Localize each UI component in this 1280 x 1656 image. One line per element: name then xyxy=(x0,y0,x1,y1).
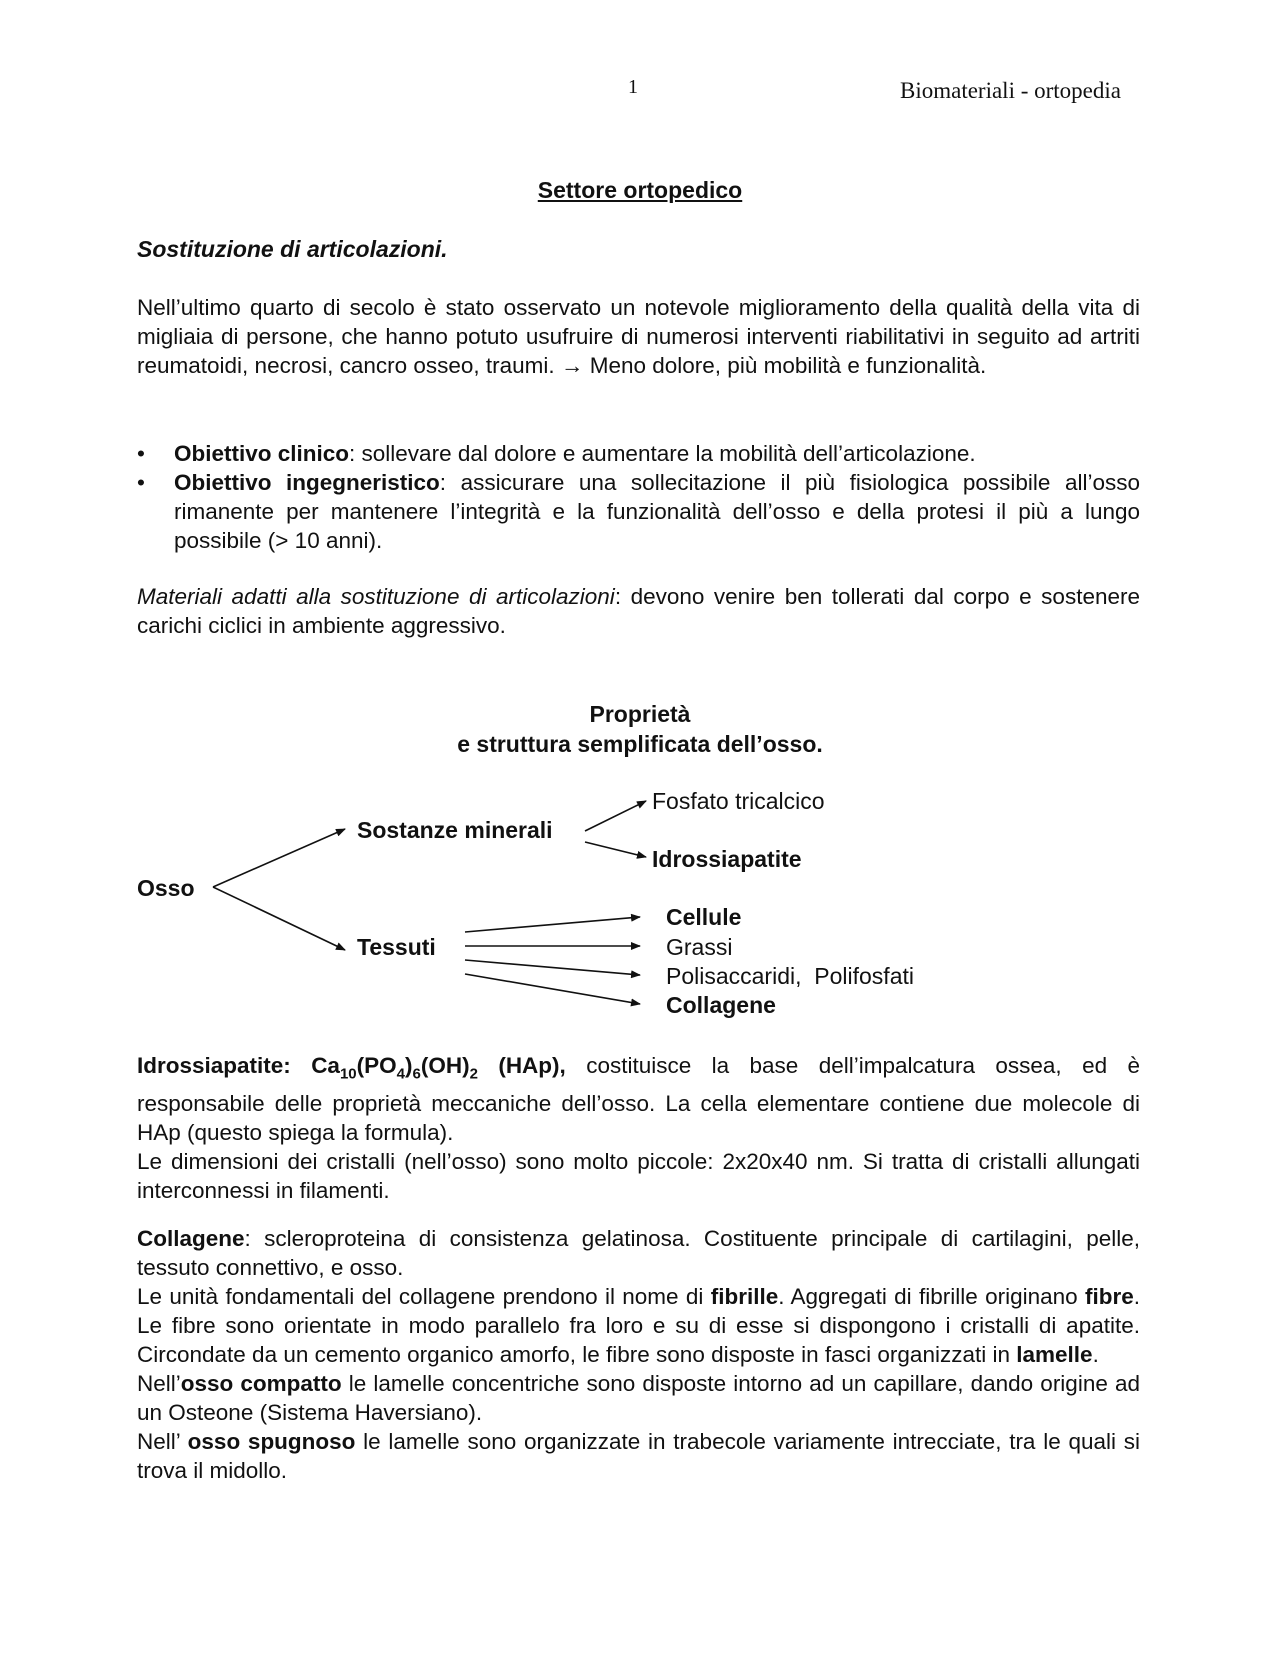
diagram-node-tessuti: Tessuti xyxy=(357,934,436,960)
bullet-text: : assicurare una sollecitazione il più fisiologica possibile all’osso rimanente per mantenere l’integrità e la funzionalità dell’osso e della protesi il più a lungo possibile (> 10 anni). xyxy=(174,470,1140,553)
collagen-paragraph: Collagene: scleroproteina di consistenza gelatinosa. Costituente principale di cartilagini, pelle, tessuto connettivo, e osso. Le unità fondamentali del collagene prendono il nome di fibrille. Aggregati di fibrille originano fibre. Le fibre sono orientate in modo parallelo fra loro e su di esse si dispongono i cristalli di apatite. Circondate da un cemento organico amorfo, le fibre sono disposte in fasci organizzati in lamelle. Nell’osso compatto le lamelle concentriche sono disposte intorno ad un capillare, dando origine ad un Osteone (Sistema Haversiano). Nell’ osso spugnoso le lamelle sono organizzate in trabecole variamente intrecciate, tra le quali si trova il midollo. xyxy=(137,1226,1140,1483)
collagen-term: Collagene xyxy=(137,1226,245,1251)
hap-label: Idrossiapatite: xyxy=(137,1053,291,1078)
materials-term: Materiali adatti alla sostituzione di articolazioni xyxy=(137,584,615,609)
arrow-tessuti-cellule xyxy=(465,917,640,932)
diagram-title-line1: Proprietà xyxy=(589,701,691,727)
bullet-text: : sollevare dal dolore e aumentare la mobilità dell’articolazione. xyxy=(349,441,976,466)
arrow-minerali-idrossiapatite xyxy=(585,842,646,857)
arrow-minerali-fosfato xyxy=(585,801,646,831)
hap-text: costituisce la base dell’impalcatura ossea, ed è responsabile delle proprietà meccaniche dell’osso. La cella elementare contiene due molecole di HAp (questo spiega la formula). xyxy=(137,1053,1140,1145)
diagram-title-line2: e struttura semplificata dell’osso. xyxy=(457,731,823,757)
section-title: Sostituzione di articolazioni. xyxy=(137,236,448,262)
diagram-root-osso: Osso xyxy=(137,875,195,901)
page-title: Settore ortopedico xyxy=(537,177,743,203)
hap-formula: $Ca_{10}(PO_4)_6(OH)_2$ (HAp), xyxy=(311,1053,566,1083)
diagram-leaf-collagene: Collagene xyxy=(666,992,776,1018)
arrow-osso-tessuti xyxy=(213,887,345,950)
bullet-term: Obiettivo ingegneristico xyxy=(174,470,440,495)
header-title: Biomateriali - ortopedia xyxy=(900,78,1121,103)
diagram-leaf-cellule: Cellule xyxy=(666,904,742,930)
page-number: 1 xyxy=(628,76,638,98)
bullet-icon: • xyxy=(137,470,145,495)
bullet-icon: • xyxy=(137,441,145,466)
intro-tail: Meno dolore, più mobilità e funzionalità. xyxy=(589,353,987,378)
diagram-leaf-idrossiapatite: Idrossiapatite xyxy=(652,846,802,872)
materials-text: : devono venire ben tollerati dal corpo e sostenere carichi ciclici in ambiente aggressivo. xyxy=(137,584,1140,638)
intro-text: Nell’ultimo quarto di secolo è stato osservato un notevole miglioramento della qualità della vita di migliaia di persone, che hanno potuto usufruire di numerosi interventi riabilitativi in seguito ad artriti reumatoidi, necrosi, cancro osseo, traumi. xyxy=(137,295,1140,378)
diagram-leaf-fosfato: Fosfato tricalcico xyxy=(652,788,825,814)
arrow-osso-minerali xyxy=(213,829,345,887)
diagram-node-minerali: Sostanze minerali xyxy=(357,817,553,843)
diagram-leaf-polisaccaridi: Polisaccaridi, Polifosfati xyxy=(666,963,914,989)
hap-dimensions: Le dimensioni dei cristalli (nell’osso) sono molto piccole: 2x20x40 nm. Si tratta di cristalli allungati interconnessi in filamenti. xyxy=(137,1148,1140,1203)
diagram-leaf-grassi: Grassi xyxy=(666,934,733,960)
hap-paragraph xyxy=(137,1051,1140,1205)
arrow-tessuti-collagene xyxy=(465,974,640,1004)
arrow-icon: → xyxy=(560,353,584,378)
arrow-tessuti-polisaccaridi xyxy=(465,960,640,975)
bullet-term: Obiettivo clinico xyxy=(174,441,350,466)
